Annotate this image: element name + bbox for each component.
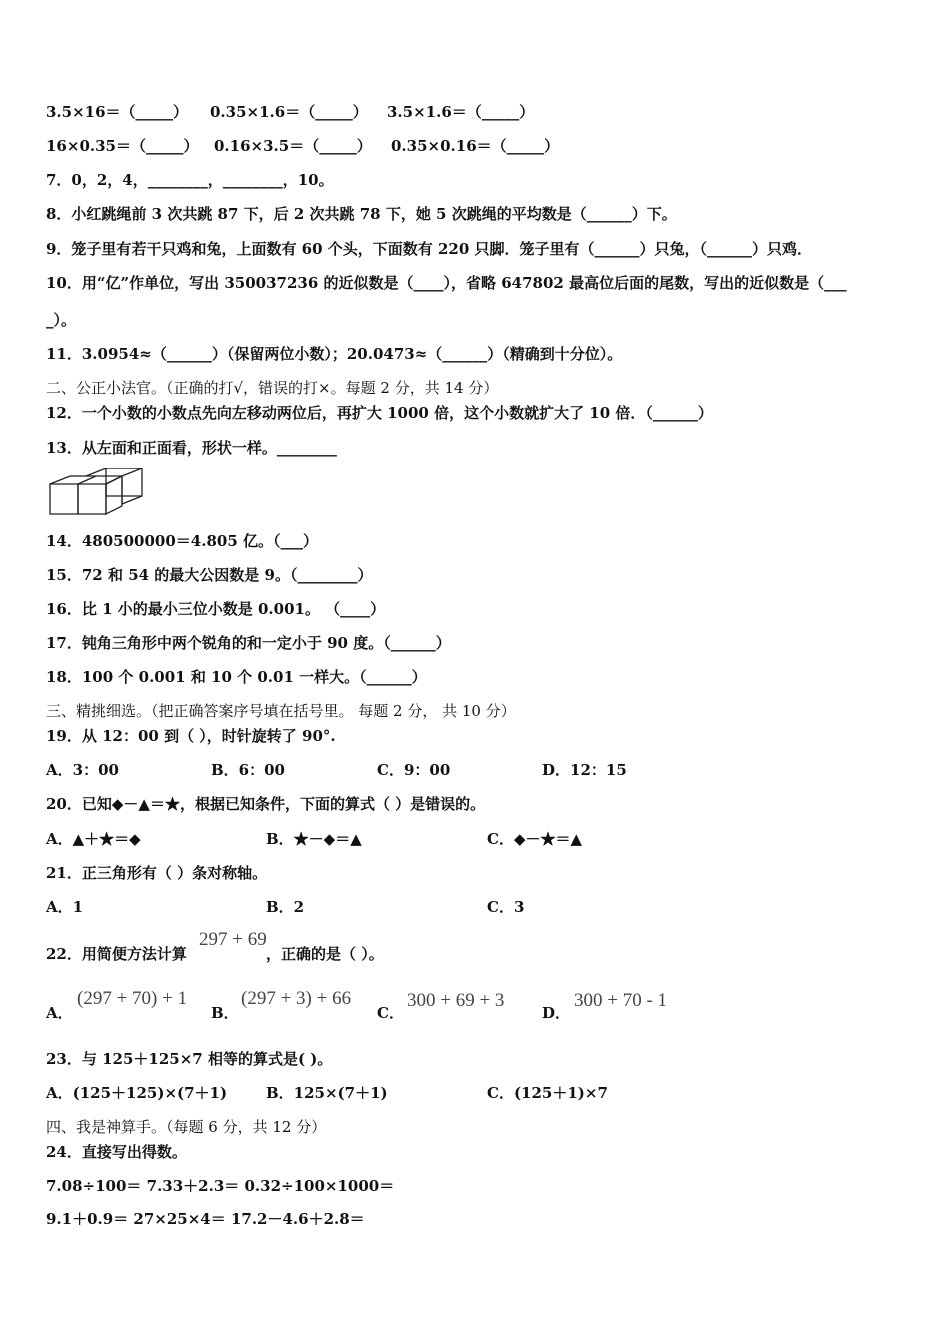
question-24: 24．直接写出得数。: [46, 1143, 187, 1161]
question-23: 23．与 125＋125×7 相等的算式是( )。: [46, 1050, 333, 1068]
q22-expression: 297 + 69: [199, 929, 267, 950]
calc-2-3: 0.35×0.16＝（_____）: [391, 137, 560, 155]
calc-2-1: 16×0.35＝（_____）: [46, 137, 199, 155]
question-9: 9．笼子里有若干只鸡和兔，上面数有 60 个头，下面数有 220 只脚．笼子里有（______）只兔，（______）只鸡．: [46, 240, 813, 258]
q22-option-d-expr: 300 + 70 - 1: [574, 990, 668, 1011]
q21-option-a: A．1: [46, 898, 84, 916]
q22-option-c-expr: 300 + 69 + 3: [407, 990, 505, 1011]
question-17: 17．钝角三角形中两个锐角的和一定小于 90 度。（______）: [46, 634, 451, 652]
q24-row-1: 7.08÷100＝ 7.33＋2.3＝ 0.32÷100×1000＝: [46, 1177, 395, 1195]
q23-option-a: A．(125＋125)×(7＋1): [46, 1084, 228, 1102]
q19-option-b: B．6：00: [211, 761, 285, 779]
question-10-line1: 10．用“亿”作单位，写出 350037236 的近似数是（____），省略 647802 最高位后面的尾数，写出的近似数是（___: [46, 274, 847, 292]
q22-option-d-letter: D．: [542, 1004, 571, 1022]
q22-option-c-letter: C．: [377, 1004, 404, 1022]
q22-option-b-expr: (297 + 3) + 66: [241, 988, 352, 1009]
cube-stack-figure: [48, 468, 150, 516]
q20-option-c: C．◆－★＝▲: [487, 830, 583, 848]
calc-2-2: 0.16×3.5＝（_____）: [214, 137, 372, 155]
q22-option-a-letter: A．: [46, 1004, 73, 1022]
calc-1-2: 0.35×1.6＝（_____）: [210, 103, 368, 121]
question-19: 19．从 12：00 到（ ），时针旋转了 90°.: [46, 727, 336, 745]
calc-1-1: 3.5×16＝（_____）: [46, 103, 189, 121]
question-22-prefix: 22．用简便方法计算: [46, 945, 187, 963]
question-20: 20．已知◆－▲＝★，根据已知条件，下面的算式（ ）是错误的。: [46, 795, 486, 813]
calc-1-3: 3.5×1.6＝（_____）: [387, 103, 535, 121]
q19-option-c: C．9：00: [377, 761, 451, 779]
question-7: 7．0，2，4，________，________，10。: [46, 171, 334, 189]
question-13: 13．从左面和正面看，形状一样。________: [46, 439, 337, 457]
q23-option-c: C．(125＋1)×7: [487, 1084, 608, 1102]
q19-option-a: A．3：00: [46, 761, 119, 779]
cube-front-left: [50, 484, 78, 514]
question-22-suffix: ，正确的是（ ）。: [266, 945, 384, 963]
q21-option-b: B．2: [266, 898, 305, 916]
q20-option-a: A．▲＋★＝◆: [46, 830, 141, 848]
cube-front-middle: [78, 484, 106, 514]
q19-option-d: D．12：15: [542, 761, 627, 779]
question-8: 8．小红跳绳前 3 次共跳 87 下，后 2 次共跳 78 下，她 5 次跳绳的平均数是（______）下。: [46, 205, 677, 223]
q22-option-b-letter: B．: [211, 1004, 239, 1022]
section-3-heading: 三、精挑细选。（把正确答案序号填在括号里。 每题 2 分， 共 10 分）: [46, 702, 516, 720]
q23-option-b: B．125×(7＋1): [266, 1084, 388, 1102]
q21-option-c: C．3: [487, 898, 525, 916]
question-21: 21．正三角形有（ ）条对称轴。: [46, 864, 268, 882]
q22-option-a-expr: (297 + 70) + 1: [77, 988, 188, 1009]
question-15: 15．72 和 54 的最大公因数是 9。（________）: [46, 566, 373, 584]
section-4-heading: 四、我是神算手。（每题 6 分，共 12 分）: [46, 1118, 327, 1136]
q24-row-2: 9.1＋0.9＝ 27×25×4＝ 17.2－4.6＋2.8＝: [46, 1210, 365, 1228]
question-10-line2: _）。: [46, 311, 77, 329]
question-14: 14．480500000＝4.805 亿。（___）: [46, 532, 319, 550]
question-18: 18．100 个 0.001 和 10 个 0.01 一样大。（______）: [46, 668, 427, 686]
question-12: 12．一个小数的小数点先向左移动两位后，再扩大 1000 倍，这个小数就扩大了 10 倍．（______）: [46, 404, 713, 422]
question-16: 16．比 1 小的最小三位小数是 0.001。 （____）: [46, 600, 386, 618]
section-2-heading: 二、公正小法官。（正确的打√，错误的打×。每题 2 分，共 14 分）: [46, 379, 499, 397]
question-11: 11．3.0954≈（______）（保留两位小数）；20.0473≈（______）（精确到十分位）。: [46, 345, 623, 363]
q20-option-b: B．★－◆＝▲: [266, 830, 362, 848]
